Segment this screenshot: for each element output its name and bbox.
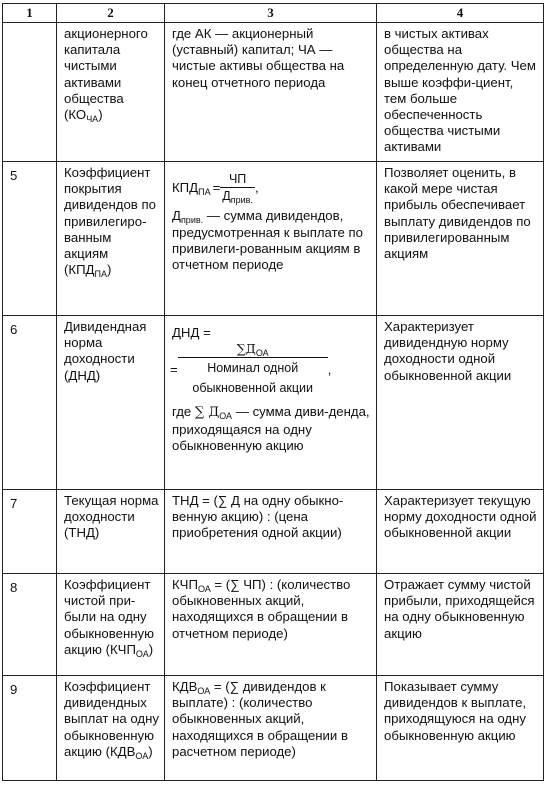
row-number [3,23,57,162]
header-col-3: 3 [165,4,377,23]
formula-note: где ∑ $Д_{ОА}$ — сумма диви-денда, приходящаяся на одну обыкновенную акцию [172,404,370,453]
indicator-name: Дивидендная норма доходности (ДНД) [57,316,165,490]
formula-cell: где АК — акционерный (уставный) капитал; ЧА — чистые активы общества на конец отчетного периода [165,23,377,162]
description-cell: Характеризует дивидендную норму доходности одной обыкновенной акции [377,316,544,490]
indicator-name: акционерного капитала чистыми активами общества $(КО_{ЧА})$ [57,23,165,162]
formula: ДНД = = $\frac{\sum Д_{ОА}}{\text{Номинал одной обыкновенной акции}}$ , [172,319,371,404]
indicator-name: Текущая норма доходности (ТНД) [57,490,165,574]
header-row [3,4,544,23]
formula: $КПД_{ПА}$ = $\frac{ЧП}{Д_{прив.}}$ , [172,172,259,206]
row-number: 7 [3,490,57,574]
description-cell: Характеризует текущую норму доходности одной обыкновенной акции [377,490,544,574]
table-row [3,23,544,162]
description-cell: Отражает сумму чистой прибыли, приходящейся на одну обыкновенную акцию [377,574,544,676]
table-row [3,676,544,781]
header-col-4: 4 [377,4,544,23]
formula-cell [165,162,377,316]
formula-note: $Д_{прив.}$ — сумма дивидендов, предусмотренная к выплате по привилеги-рованным акциям в отчетном периоде [172,208,363,273]
table-row [3,574,544,676]
formula-cell [165,316,377,490]
indicator-name: Коэффициент дивидендных выплат на одну обыкновенную акцию $(КДВ_{ОА})$ [57,676,165,781]
row-number: 9 [3,676,57,781]
formula-cell: $КЧП_{ОА}$ = (∑ ЧП) : (количество обыкновенных акций, находящихся в обращении в отчетном периоде) [165,574,377,676]
row-number: 8 [3,574,57,676]
formula-cell: ТНД = (∑ Д на одну обыкно-венную акцию) : (цена приобретения одной акции) [165,490,377,574]
fraction: $\frac{ЧП}{Д_{прив.}}$ [222,172,253,206]
description-cell: в чистых активах общества на определенную дату. Чем выше коэффи-циент, тем больше обеспеченность общества чистыми активами [377,23,544,162]
header-col-2: 2 [57,4,165,23]
header-col-1: 1 [3,4,57,23]
table-row [3,316,544,490]
indicators-table [2,3,544,781]
table-row [3,490,544,574]
description-cell: Показывает сумму дивидендов к выплате, приходящуюся на одну обыкновенную акцию [377,676,544,781]
table-row [3,162,544,316]
fraction: $\frac{\sum Д_{ОА}}{\text{Номинал одной обыкновенной акции}}$ [178,341,328,398]
row-number: 6 [3,316,57,490]
row-number: 5 [3,162,57,316]
description-cell: Позволяет оценить, в какой мере чистая прибыль обеспечивает выплату дивидендов по привилегированным акциям [377,162,544,316]
formula-cell: $КДВ_{ОА}$ = (∑ дивидендов к выплате) : (количество обыкновенных акций, находящихся в обращении в расчетном периоде) [165,676,377,781]
indicator-name: Коэффициент чистой при-были на одну обыкновенную акцию $(КЧП_{ОА})$ [57,574,165,676]
indicator-name: Коэффициент покрытия дивидендов по привилегиро-ванным акциям $(КПД_{ПА})$ [57,162,165,316]
